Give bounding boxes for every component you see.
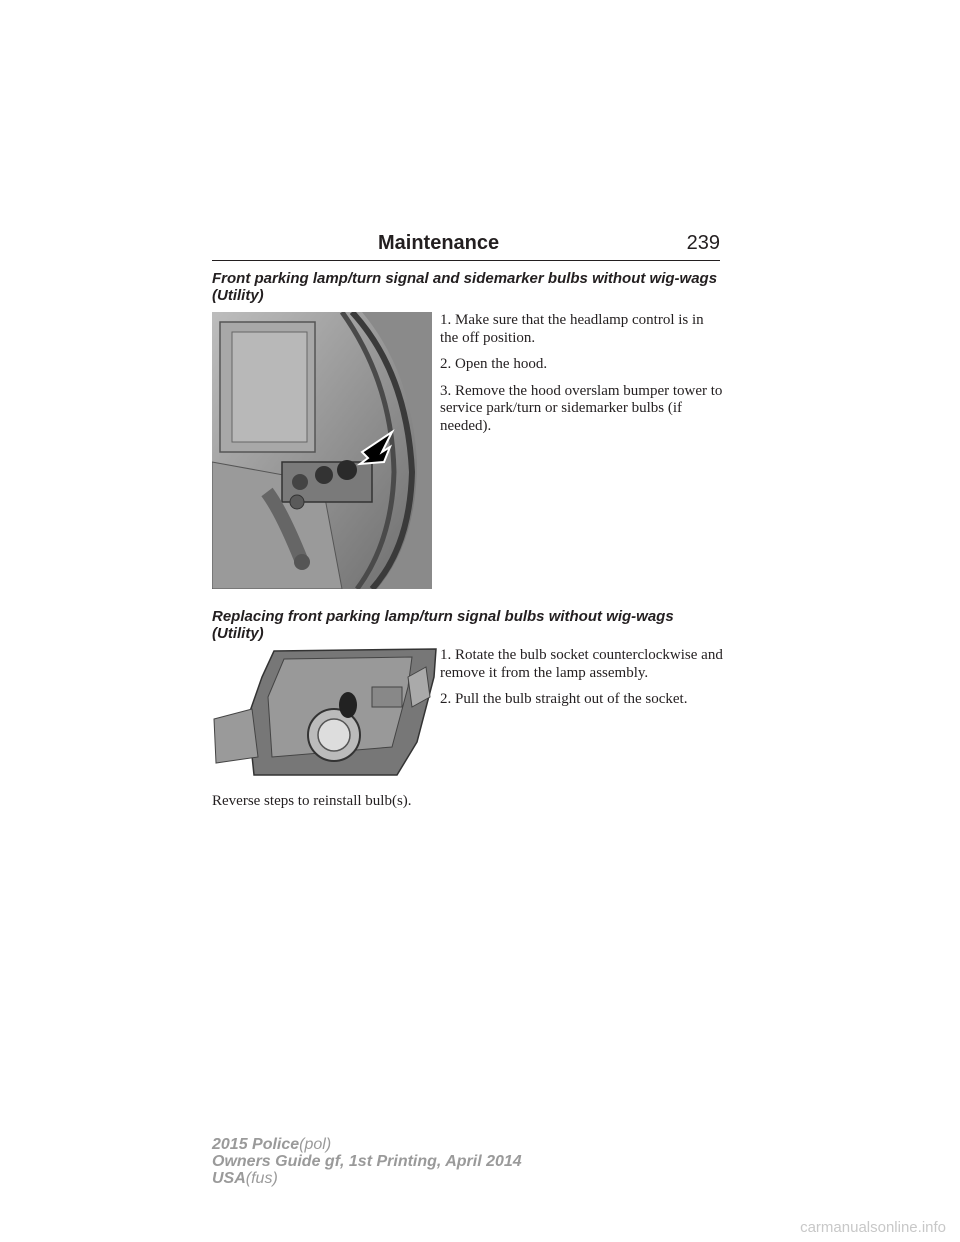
lamp-assembly-illustration	[212, 647, 438, 777]
step-item: 2. Open the hood.	[440, 356, 548, 372]
section-heading-front-parking-lamp: Front parking lamp/turn signal and sidemarker bulbs without wig-wags (Utility)	[212, 270, 718, 304]
step-item: 1. Make sure that the headlamp control is in the off position.	[440, 312, 704, 346]
footer-line-1	[212, 1136, 522, 1153]
section-title: Maintenance	[378, 232, 500, 254]
step-item: 3. Remove the hood overslam bumper tower to service park/turn or sidemarker bulbs (if needed).	[440, 382, 723, 434]
footer-model: 2015 Police	[212, 1136, 300, 1153]
section2-steps	[440, 647, 725, 718]
step-item: 2. Pull the bulb straight out of the socket.	[440, 691, 688, 707]
watermark: carmanualsonline.info	[800, 1219, 946, 1236]
section1-steps	[440, 312, 725, 444]
engine-bay-drawing	[212, 312, 432, 589]
footer-line-3	[212, 1170, 522, 1187]
footer-market-code: (fus)	[245, 1170, 278, 1187]
engine-bay-illustration	[212, 312, 432, 589]
page-header	[212, 228, 720, 261]
footer-market: USA	[212, 1170, 246, 1187]
footer-line-2: Owners Guide gf, 1st Printing, April 2014	[212, 1153, 522, 1170]
page-number: 239	[686, 232, 720, 254]
section-heading-replacing-bulbs: Replacing front parking lamp/turn signal bulbs without wig-wags (Utility)	[212, 608, 674, 642]
lamp-assembly-drawing	[212, 647, 438, 777]
page-footer	[212, 1136, 522, 1187]
closing-text: Reverse steps to reinstall bulb(s).	[212, 793, 412, 809]
step-item: 1. Rotate the bulb socket counterclockwise and remove it from the lamp assembly.	[440, 647, 723, 681]
footer-model-code: (pol)	[299, 1136, 332, 1153]
